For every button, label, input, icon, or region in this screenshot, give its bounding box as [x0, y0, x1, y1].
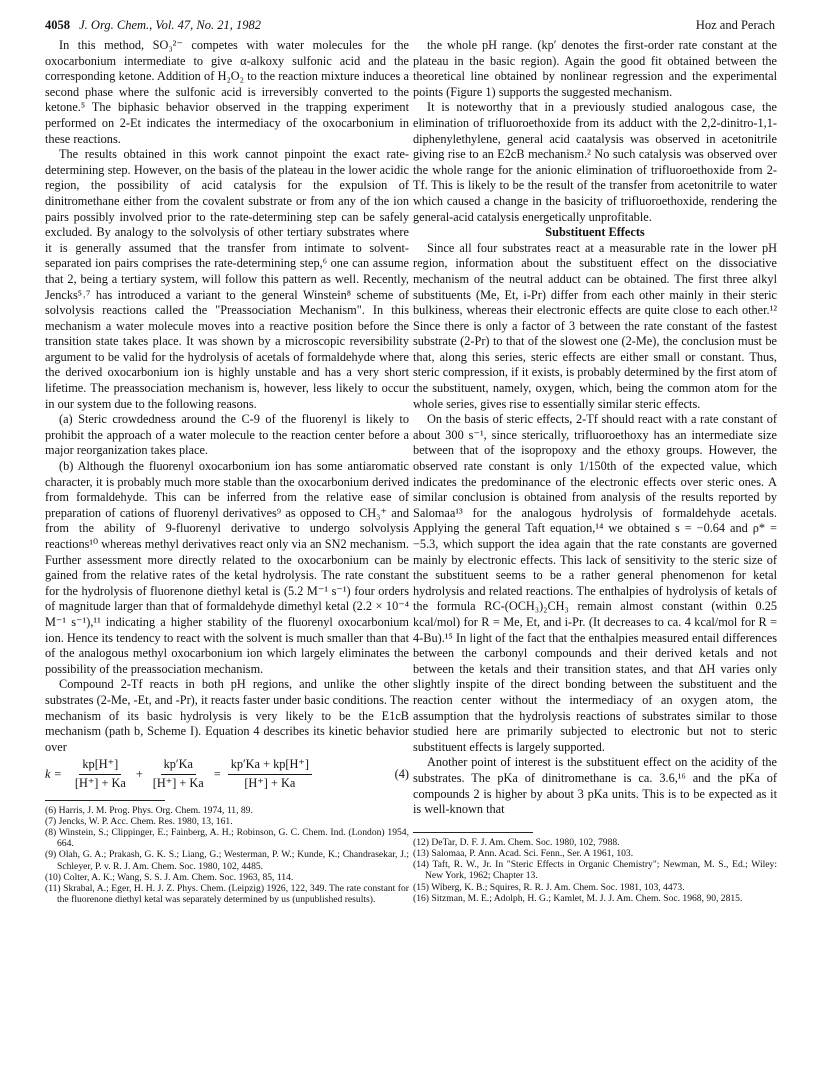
page-number: 4058	[45, 18, 70, 32]
footnote: (14) Taft, R. W., Jr. In "Steric Effects in Organic Chemistry"; Newman, M. S., Ed.; Wiley: New York, 1962; Chapter 13.	[413, 859, 777, 882]
footnote: (7) Jencks, W. P. Acc. Chem. Res. 1980, 13, 161.	[45, 815, 233, 827]
equation-lhs: k =	[45, 766, 62, 781]
footnote: (12) DeTar, D. F. J. Am. Chem. Soc. 1980, 102, 7988.	[413, 836, 620, 848]
equation-number: (4)	[394, 766, 409, 781]
footnote: (8) Winstein, S.; Clippinger, E.; Fainberg, A. H.; Robinson, G. C. Chem. Ind. (London) 1954, 664.	[45, 826, 409, 850]
footnotes	[413, 832, 777, 904]
equation-fraction	[150, 757, 207, 791]
paragraph: Compound 2-Tf reacts in both pH regions, and unlike the other substrates (2-Me, -Et, and -Pr), it reacts faster under basic conditions. The mechanism of its basic hydrolysis is very likely to be the E1cB mechanism (path b, Scheme I). Equation 4 describes its kinetic behavior over	[45, 677, 409, 754]
journal-citation: J. Org. Chem., Vol. 47, No. 21, 1982	[79, 18, 261, 32]
paragraph: Another point of interest is the substituent effect on the acidity of the substrates. The pKa of dinitromethane is ca. 3.6,¹⁶ and the pKa of compounds 2 is higher by about 3 pKa units. This is to be expected as it is well-known that	[413, 755, 777, 817]
equation-operator: +	[135, 766, 143, 781]
footnote: (9) Olah, G. A.; Prakash, G. K. S.; Liang, G.; Westerman, P. W.; Kunde, K.; Chandrasekar, J.; Schleyer, P. v. R. J. Am. Chem. Soc. 1980, 102, 4485.	[45, 849, 409, 872]
fraction-numerator: kp[H⁺]	[79, 757, 121, 775]
paragraph: The results obtained in this work cannot pinpoint the exact rate-determining step. However, on the basis of the plateau in the lower acidic region, the possibility of acid catalysis for the expulsion of dinitromethane either from the covalent substrate or from any of the ion pairs possibly involved prior to the rate-determining step can be safely excluded. By analogy to the solvolysis of other tertiary substrates where it is generally assumed that the transfer from intimate to solvent-separated ion pairs comprises the rate-determining step,⁶ one can assume that 2, being a tertiary system, will follow this pattern as well. Recently, Jencks⁵˒⁷ has introduced a variant to the general Winstein⁸ scheme of solvolysis reactions called the "Preassociation Mechanism". In this mechanism a water molecule moves into a reactive position before the transition state takes place. It was shown by a microscopic reversibility argument to be valid for the hydrolysis of acetals of formaldehyde where the derived oxocarbonium ion is highly unstable and has a very short lifetime. The preassociation mechanism is, however, less likely to occur in our system due to the following reasons.	[45, 147, 409, 411]
footnote: (11) Skrabal, A.; Eger, H. H. J. Z. Phys. Chem. (Leipzig) 1926, 122, 349. The rate constant for the fluorenone diethyl ketal was separately determined by us (unpublished results).	[45, 882, 409, 906]
fraction-denominator: [H⁺] + Ka	[244, 775, 296, 790]
paragraph: (b) Although the fluorenyl oxocarbonium ion has some antiaromatic character, it is probably much more stable than the oxocarbonium derived from formaldehyde. This can be inferred from the relative ease of preparation of cations of fluorenyl derivatives⁹ as opposed to CH₃⁺ and from the ability of 9-fluorenyl derivative to undergo solvolysis reactions¹⁰ whereas methyl derivatives react only via an SN2 mechanism. Further assessment more directly related to the oxocarbonium can be gained from the relative rates of the ketal hydrolysis. The rate constant for the hydrolysis of fluorenone diethyl ketal is (5.2 M⁻¹ s⁻¹) four orders of magnitude larger than that of formaldehyde dimethyl ketal (2.2 × 10⁻⁴ M⁻¹ s⁻¹),¹¹ indicating a higher stability of the fluorenyl oxocarbonium ion. Hence its tendency to react with the solvent is much smaller than that of the analogous methyl oxocarbonium ion which largely eliminates the possibility of the preassociation mechanism.	[45, 459, 409, 676]
footnote: (16) Sitzman, M. E.; Adolph, H. G.; Kamlet, M. J. J. Am. Chem. Soc. 1968, 90, 2815.	[413, 892, 743, 904]
fraction-numerator: kp′Ka + kp[H⁺]	[228, 757, 312, 775]
footnote-divider	[45, 800, 165, 801]
footnote-divider	[413, 832, 533, 833]
running-authors: Hoz and Perach	[695, 18, 775, 32]
paragraph: Since all four substrates react at a measurable rate in the lower pH region, information about the substituent effect on the dissociative mechanism of the neutral adduct can be obtained. The first three alkyl substituents (Me, Et, i-Pr) differ from each other mainly in their steric bulkiness, whereas their electronic effects are quite close to each other.¹² Since there is only a factor of 3 between the rate constant of the fastest substrate (2-Pr) to that of the slowest one (2-Me), the conclusion must be that, along this series, steric effects are either small or constant. Thus, steric compression, if it exists, is probably determined by the first atom of the substituent, namely, oxygen, which, being the common atom for the whole series, gives rise to essentially similar steric effects.	[413, 240, 777, 411]
paragraph: the whole pH range. (kp′ denotes the first-order rate constant at the plateau in the basic region). Again the good fit obtained between the theoretical line obtained by nonlinear regression and the experimental points (Figure 1) supports the suggested mechanism.	[413, 38, 777, 99]
left-column	[45, 38, 409, 905]
right-column	[413, 38, 777, 904]
footnote: (15) Wiberg, K. B.; Squires, R. R. J. Am. Chem. Soc. 1981, 103, 4473.	[413, 881, 685, 893]
paragraph: It is noteworthy that in a previously studied analogous case, the elimination of trifluoroethoxide from its adduct with the 2,2-dinitro-1,1-diphenylethylene, general acid caatalysis was observed in acetonitrile giving rise to an E2cB mechanism.² No such catalysis was observed over the whole range for the anionic elimination of trifluoroethoxide from 2-Tf. This is likely to be the result of the transfer from acetonitrile to water which caused a change in the basicity of trifluoroethoxide, rendering the general-acid catalysis energetically unprofitable.	[413, 100, 777, 224]
equation-operator: =	[213, 766, 221, 781]
fraction-denominator: [H⁺] + Ka	[74, 775, 126, 790]
equation-4	[45, 757, 409, 791]
fraction-denominator: [H⁺] + Ka	[152, 775, 204, 790]
footnote: (6) Harris, J. M. Prog. Phys. Org. Chem. 1974, 11, 89.	[45, 804, 253, 816]
footnotes	[45, 805, 409, 906]
paragraph: (a) Steric crowdedness around the C-9 of the fluorenyl is likely to prohibit the approach of a water molecule to the reaction center before a major reorganization takes place.	[45, 412, 409, 458]
page-header	[45, 18, 775, 36]
fraction-numerator: kp′Ka	[161, 757, 196, 775]
paragraph: On the basis of steric effects, 2-Tf should react with a rate constant of about 300 s⁻¹, since sterically, trifluoroethoxy has an intermediate size between that of the isopropoxy and the ethoxy groups. However, the observed rate constant is only 1/150th of the expected value, which indicates the predominance of the electronic effects over steric ones. A similar conclusion is obtained from analysis of the results reported by Salomaa¹³ for the analogous hydrolysis of formaldehyde acetals. Applying the general Taft equation,¹⁴ we obtained s = −0.64 and ρ* = −5.3, which support the idea again that the rate constants are governed mainly by electronic effects. This lack of sensitivity to the steric size of the substituent seems to be a rather general phenomenon for ketal hydrolysis and related reactions. The enthalpies of hydrolysis of ketals of the formula RC-(OCH₃)₂CH₃ remain almost constant (within 0.25 kcal/mol) for R = Me, Et, and i-Pr. (It decreases to ca. 4 kcal/mol for R = 4-Bu).¹⁵ In light of the fact that the enthalpies measured entail differences between the carbonyl compounds and their derived ketals and not between the ketals and their transition states, and that ΔH varies only slightly inspite of the direct bonding between the substituent and the reaction center without the intermediacy of an oxygen atom, the assumption that the hydrolysis reactions of substrates similar to those studied here are primarily subjected to electronic but not to steric substituent effects is largely supported.	[413, 412, 777, 754]
equation-fraction	[72, 757, 129, 791]
paragraph: In this method, SO₃²⁻ competes with water molecules for the oxocarbonium intermediate to give α-alkoxy sulfonic acid and the corresponding ketone. Addition of H₂O₂ to the reaction mixture induces a second phase where the sulfonic acid is irreversibly converted to the ketone.⁵ The biphasic behavior observed in the trapping experiment performed on 2-Et indicates the intermediacy of the oxocarbonium in these reactions.	[45, 38, 409, 146]
equation-fraction	[228, 757, 312, 791]
section-heading: Substituent Effects	[545, 225, 645, 240]
footnote: (10) Colter, A. K.; Wang, S. S. J. Am. Chem. Soc. 1963, 85, 114.	[45, 871, 294, 883]
footnote: (13) Salomaa, P. Ann. Acad. Sci. Fenn., Ser. A 1961, 103.	[413, 847, 634, 859]
